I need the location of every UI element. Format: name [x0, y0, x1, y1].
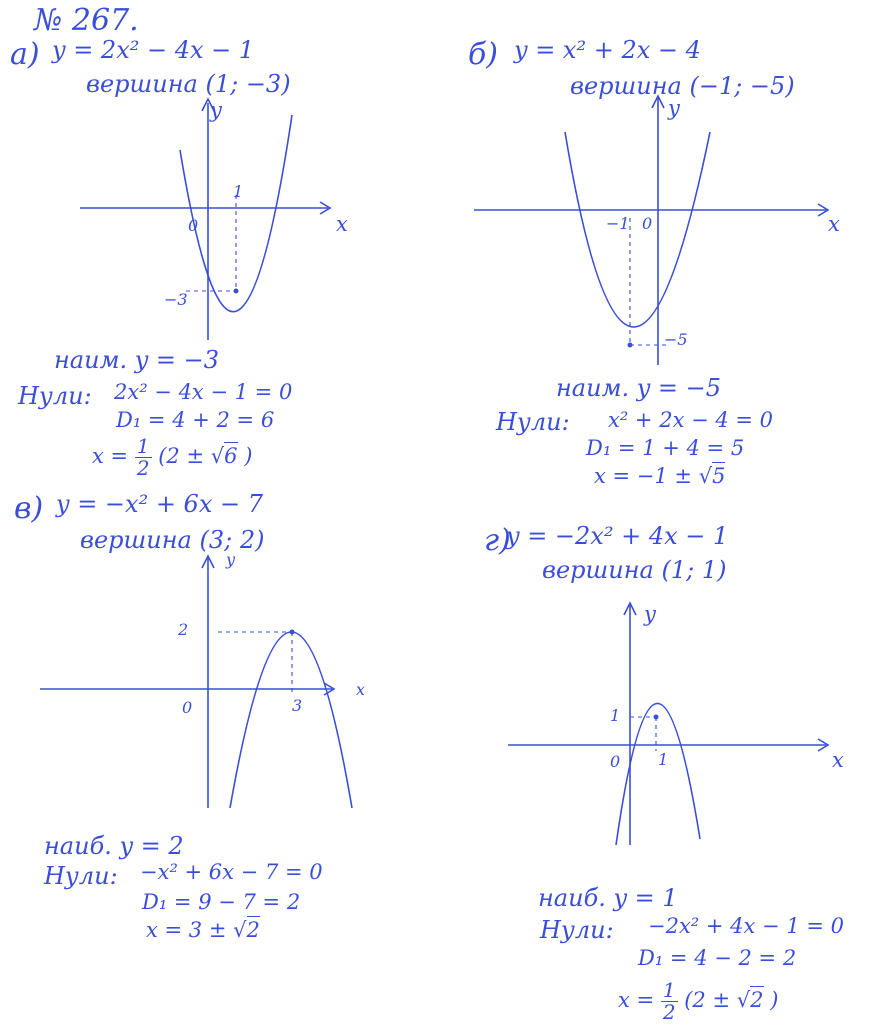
part-g-label: г)	[484, 523, 511, 558]
part-a-equation: y = 2x² − 4x − 1	[52, 36, 255, 64]
part-g-frac-den: 2	[662, 1000, 676, 1024]
part-a-extreme: наим. y = −3	[54, 346, 220, 374]
part-v-root-sqrt: 2	[246, 918, 260, 942]
part-b-zeros-equation: x² + 2x − 4 = 0	[608, 408, 774, 432]
part-v-label: в)	[14, 491, 44, 526]
part-a-tick-x: 1	[233, 182, 244, 201]
part-b-axis-y-label: y	[668, 96, 680, 120]
part-g-root-close: )	[770, 988, 779, 1012]
part-v-graph	[30, 550, 380, 820]
part-a-root-fraction	[135, 436, 152, 479]
part-g-zeros-equation: −2x² + 4x − 1 = 0	[648, 914, 844, 938]
part-g-root-sqrt: 2	[750, 988, 764, 1012]
part-b-vertex: вершина (−1; −5)	[570, 72, 795, 100]
part-g-roots: x = $\frac{1}{2}$ (2 ± √2 )	[618, 978, 779, 1024]
part-v-parabola	[230, 632, 352, 808]
part-b-origin-label: 0	[642, 214, 653, 233]
part-v-vertex: вершина (3; 2)	[80, 526, 265, 554]
part-a-tick-y: −3	[164, 290, 188, 309]
part-g-zeros-label: Нули:	[540, 916, 614, 944]
part-a-zeros-equation: 2x² − 4x − 1 = 0	[114, 380, 293, 404]
part-b-vertex-point	[628, 343, 633, 348]
part-b-graph	[470, 90, 850, 370]
part-b-tick-y: −5	[664, 330, 688, 349]
part-b-equation: y = x² + 2x − 4	[514, 36, 701, 64]
part-g-graph	[500, 595, 850, 855]
part-a-label: а)	[10, 37, 40, 72]
part-v-zeros-label: Нули:	[44, 862, 118, 890]
part-a-roots: x = $\frac{1}{2}$ (2 ± √6 )	[92, 434, 253, 480]
part-v-axis-x-label: x	[356, 680, 366, 699]
part-a-zeros-label: Нули:	[18, 382, 92, 410]
part-g-root-prefix: x =	[618, 988, 655, 1012]
part-b-label: б)	[468, 37, 499, 72]
part-g-axis-y-label: y	[644, 602, 656, 626]
part-g-parabola	[616, 703, 700, 845]
part-g-equation: y = −2x² + 4x − 1	[506, 522, 729, 550]
part-a-axis-x-label: x	[336, 212, 348, 236]
part-g-frac-num: 1	[662, 978, 676, 1002]
part-v-roots: x = 3 ± √2	[146, 918, 260, 942]
part-b-discriminant: D₁ = 1 + 4 = 5	[586, 436, 745, 460]
part-a-root-close: )	[244, 444, 253, 468]
part-b-zeros-label: Нули:	[496, 408, 570, 436]
part-a-axis-y-label: y	[210, 98, 222, 122]
part-v-vertex-point	[290, 630, 295, 635]
part-g-vertex: вершина (1; 1)	[542, 556, 727, 584]
problem-number: № 267.	[34, 3, 139, 38]
part-g-vertex-point	[654, 715, 659, 720]
part-v-extreme: наиб. y = 2	[44, 832, 184, 860]
part-a-vertex-point	[234, 289, 239, 294]
part-b-parabola	[565, 132, 710, 327]
part-a-root-prefix: x =	[92, 444, 129, 468]
part-g-tick-x: 1	[658, 750, 669, 769]
part-g-root-fraction	[661, 980, 678, 1023]
part-a-graph	[60, 95, 360, 355]
part-v-tick-y: 2	[178, 620, 189, 639]
part-g-axis-x-label: x	[832, 748, 844, 772]
part-a-origin-label: 0	[188, 216, 199, 235]
part-a-root-sqrt: 6	[224, 444, 238, 468]
part-g-root-open: (2 ±	[684, 988, 731, 1012]
part-g-extreme: наиб. y = 1	[538, 884, 678, 912]
part-v-root-prefix: x = 3 ±	[146, 918, 227, 942]
part-v-tick-x: 3	[292, 696, 303, 715]
part-v-axis-y-label: y	[226, 550, 236, 569]
part-a-root-open: (2 ±	[158, 444, 205, 468]
part-b-tick-x: −1	[606, 214, 630, 233]
part-b-root-sqrt: 5	[712, 464, 726, 488]
part-g-tick-y: 1	[610, 706, 621, 725]
part-a-frac-den: 2	[136, 456, 150, 480]
part-v-equation: y = −x² + 6x − 7	[56, 490, 263, 518]
part-b-root-prefix: x = −1 ±	[594, 464, 693, 488]
part-g-origin-label: 0	[610, 752, 621, 771]
part-a-vertex: вершина (1; −3)	[86, 70, 291, 98]
part-g-discriminant: D₁ = 4 − 2 = 2	[638, 946, 797, 970]
part-a-discriminant: D₁ = 4 + 2 = 6	[116, 408, 275, 432]
part-b-axis-x-label: x	[828, 212, 840, 236]
part-v-zeros-equation: −x² + 6x − 7 = 0	[140, 860, 323, 884]
part-v-discriminant: D₁ = 9 − 7 = 2	[142, 890, 301, 914]
part-b-extreme: наим. y = −5	[556, 374, 722, 402]
part-b-roots: x = −1 ± √5	[594, 464, 726, 488]
part-a-frac-num: 1	[136, 434, 150, 458]
part-v-origin-label: 0	[182, 698, 193, 717]
